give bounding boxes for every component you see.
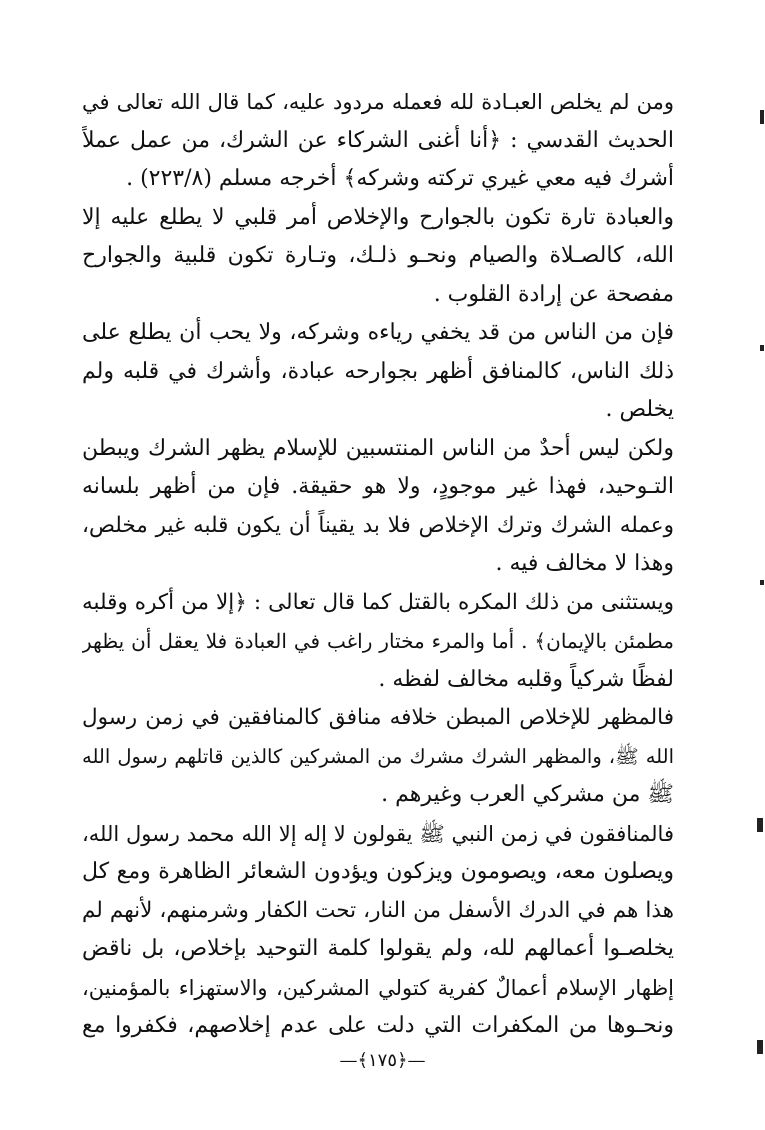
text-line: إظهار الإسلام أعمالٌ كفرية كتولي المشركين، والاستهزاء بالمؤمنين، xyxy=(82,975,674,1000)
text-line: مفصحة عن إرادة القلوب . xyxy=(433,281,674,307)
text-line: ونحـوها من المكفرات التي دلت على عدم إخلاصهم، فكفروا مع xyxy=(82,1013,674,1038)
binding-mark xyxy=(760,110,764,124)
text-line: ومن لم يخلص العبـادة لله فعمله مردود عليه، كما قال الله تعالى في xyxy=(82,90,674,114)
text-line: يخلصـوا أعمالهم لله، ولم يقولوا كلمة التوحيد بإخلاص، بل ناقض xyxy=(82,936,674,961)
text-line: ويستثنى من ذلك المكره بالقتل كما قال تعالى : ﴿إلا من أكره وقلبه xyxy=(82,589,674,615)
text-line: أشرك فيه معي غيري تركته وشركه﴾ أخرجه مسلم (٢٢٣/٨) . xyxy=(126,166,674,191)
text-line: ويصلون معه، ويصومون ويزكون ويؤدون الشعائر الظاهرة ومع كل xyxy=(82,859,674,884)
text-line: هذا هم في الدرك الأسفل من النار، تحت الكفار وشرمنهم، لأنهم لم xyxy=(82,897,674,923)
page-number: —﴿١٧٥﴾— xyxy=(339,1050,426,1071)
text-line: فالمنافقون في زمن النبي ﷺ يقولون لا إله إلا الله محمد رسول الله، xyxy=(82,821,674,846)
binding-mark xyxy=(760,580,764,585)
text-line: الله، كالصـلاة والصيام ونحـو ذلـك، وتـارة تكون قلبية والجوارح xyxy=(82,243,674,268)
binding-mark xyxy=(760,345,764,351)
text-line: فإن من الناس من قد يخفي رياءه وشركه، ولا يحب أن يطلع على xyxy=(82,320,674,345)
binding-mark xyxy=(757,1040,763,1054)
text-line: وهذا لا مخالف فيه . xyxy=(495,551,674,576)
text-line: فالمظهر للإخلاص المبطن خلافه منافق كالمنافقين في زمن رسول xyxy=(82,705,674,730)
text-line: مطمئن بالإيمان﴾ . أما والمرء مختار راغب في العبادة فلا يعقل أن يظهر xyxy=(82,629,674,653)
text-line: التـوحيد، فهذا غير موجودٍ، ولا هو حقيقة. فإن من أظهر بلسانه xyxy=(82,474,674,499)
text-line: ﷺ من مشركي العرب وغيرهم . xyxy=(381,782,674,807)
text-line: والعبادة تارة تكون بالجوارح والإخلاص أمر قلبي لا يطلع عليه إلا xyxy=(82,204,674,230)
text-line: لفظًا شركياً وقلبه مخالف لفظه . xyxy=(378,666,674,692)
text-line: الحديث القدسي : ﴿أنا أغنى الشركاء عن الشرك، من عمل عملاً xyxy=(82,127,674,153)
text-line: ولكن ليس أحدٌ من الناس المنتسبين للإسلام يظهر الشرك ويبطن xyxy=(82,435,674,461)
page-body-text xyxy=(82,83,674,1046)
text-line: الله ﷺ، والمظهر الشرك مشرك من المشركين كالذين قاتلهم رسول الله xyxy=(82,744,674,768)
text-line: وعمله الشرك وترك الإخلاص فلا بد يقيناً أن يكون قلبه غير مخلص، xyxy=(82,512,674,538)
text-line: يخلص . xyxy=(605,397,674,422)
text-line: ذلك الناس، كالمنافق أظهر بجوارحه عبادة، وأشرك في قلبه ولم xyxy=(82,358,674,384)
binding-mark xyxy=(757,818,763,832)
